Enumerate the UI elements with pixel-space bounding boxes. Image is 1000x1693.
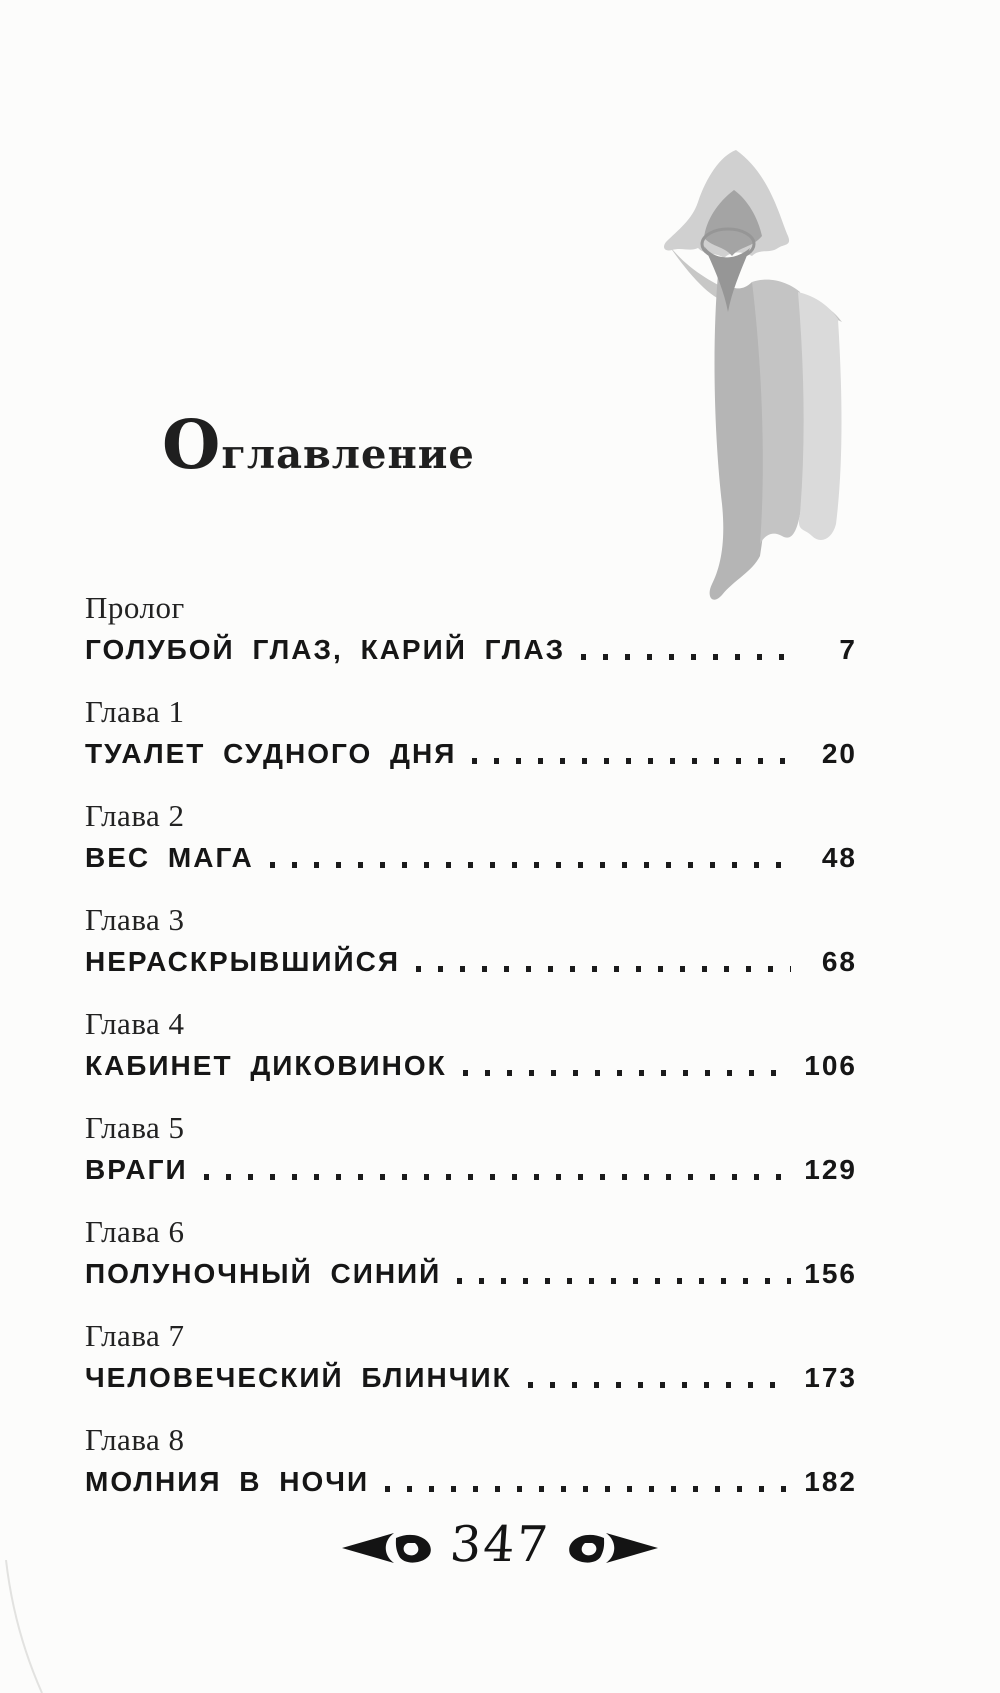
chapter-label: Глава 6 (85, 1214, 185, 1249)
toc-entry (85, 694, 857, 769)
dot-leader (416, 966, 791, 972)
chapter-row (85, 1155, 857, 1185)
page-footer (0, 1516, 1000, 1575)
dot-leader (204, 1174, 791, 1180)
toc-entry (85, 1006, 857, 1081)
chapter-row (85, 635, 857, 665)
chapter-page-number: 182 (804, 1466, 857, 1497)
toc-entry (85, 798, 857, 873)
chapter-row (85, 1467, 857, 1497)
dot-leader (463, 1070, 791, 1076)
chapter-row (85, 947, 857, 977)
chapter-label: Глава 2 (85, 798, 185, 833)
chapter-row (85, 843, 857, 873)
flourish-right-icon (564, 1530, 660, 1566)
chapter-label: Глава 7 (85, 1318, 185, 1353)
folio-page-number: 347 (448, 1516, 552, 1573)
chapter-label: Пролог (85, 590, 185, 625)
chapter-title: ТУАЛЕТ СУДНОГО ДНЯ (85, 738, 457, 769)
chapter-page-number: 20 (821, 738, 857, 769)
toc-entry (85, 902, 857, 977)
chapter-title: ПОЛУНОЧНЫЙ СИНИЙ (85, 1258, 442, 1289)
dot-leader (472, 758, 791, 764)
chapter-page-number: 48 (821, 842, 857, 873)
chapter-title: ЧЕЛОВЕЧЕСКИЙ БЛИНЧИК (85, 1362, 512, 1393)
chapter-row (85, 1363, 857, 1393)
chapter-title: НЕРАСКРЫВШИЙСЯ (85, 946, 400, 977)
toc-list (85, 590, 857, 1526)
chapter-title: КАБИНЕТ ДИКОВИНОК (85, 1050, 447, 1081)
scan-edge-artifact (0, 1560, 60, 1693)
hooded-figure-illustration (654, 144, 850, 618)
page-title (162, 404, 475, 484)
chapter-label: Глава 8 (85, 1422, 185, 1457)
toc-entry (85, 1214, 857, 1289)
dot-leader (385, 1486, 791, 1492)
chapter-page-number: 7 (839, 634, 857, 665)
chapter-page-number: 129 (804, 1154, 857, 1185)
chapter-title: ВЕС МАГА (85, 842, 254, 873)
chapter-page-number: 68 (821, 946, 857, 977)
chapter-row (85, 1259, 857, 1289)
dot-leader (270, 862, 791, 868)
chapter-title: ГОЛУБОЙ ГЛАЗ, КАРИЙ ГЛАЗ (85, 634, 566, 665)
title-initial-cap: О (162, 404, 222, 484)
chapter-page-number: 106 (804, 1050, 857, 1081)
flourish-left-icon (340, 1530, 436, 1566)
title-rest: главление (221, 430, 475, 478)
toc-entry (85, 1422, 857, 1497)
toc-entry (85, 590, 857, 665)
chapter-title: ВРАГИ (85, 1154, 188, 1185)
chapter-label: Глава 5 (85, 1110, 185, 1145)
dot-leader (528, 1382, 791, 1388)
chapter-row (85, 739, 857, 769)
chapter-title: МОЛНИЯ В НОЧИ (85, 1466, 370, 1497)
toc-entry (85, 1110, 857, 1185)
chapter-row (85, 1051, 857, 1081)
chapter-label: Глава 4 (85, 1006, 185, 1041)
dot-leader (457, 1278, 791, 1284)
chapter-page-number: 173 (804, 1362, 857, 1393)
chapter-label: Глава 3 (85, 902, 185, 937)
toc-entry (85, 1318, 857, 1393)
dot-leader (581, 654, 791, 660)
chapter-page-number: 156 (804, 1258, 857, 1289)
chapter-label: Глава 1 (85, 694, 185, 729)
